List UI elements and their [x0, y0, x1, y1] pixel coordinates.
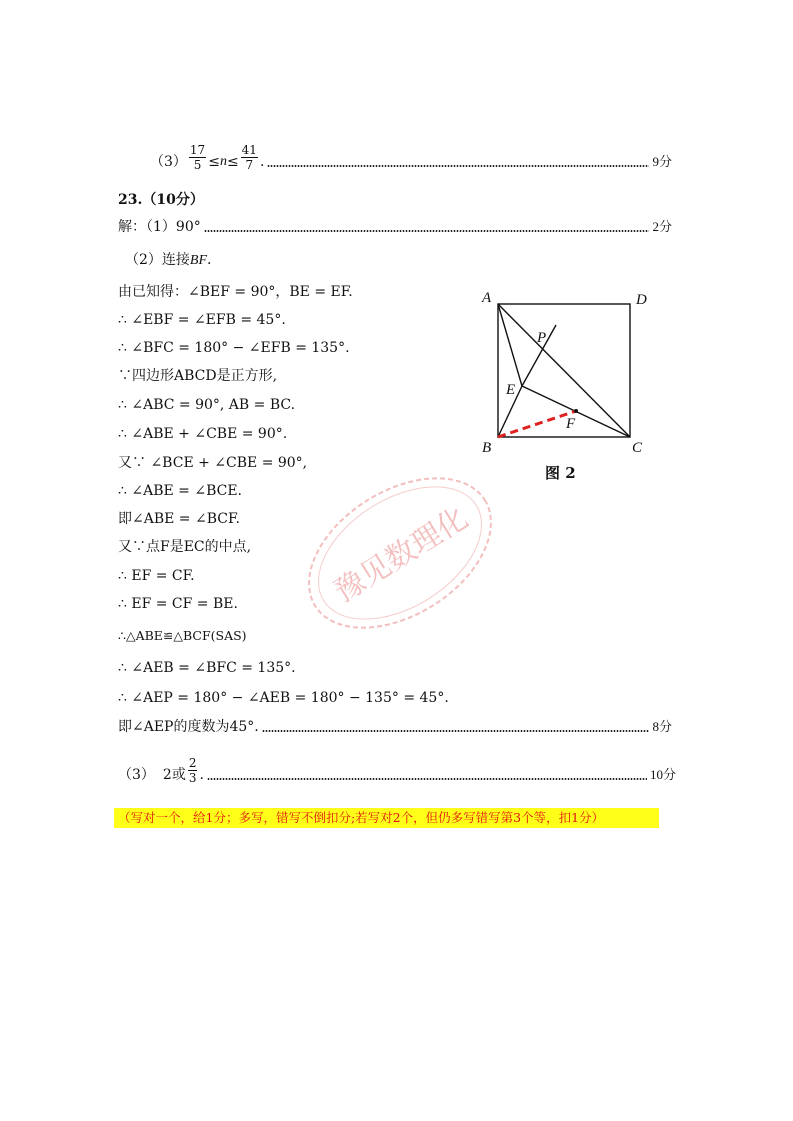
q23-part1-score: 2分 [652, 219, 672, 234]
q22-part3-score: 9分 [652, 154, 672, 169]
label-p: P [537, 330, 547, 346]
fraction-2-3: $\frac{2}{3}$ [188, 756, 197, 785]
dot-leader [204, 230, 650, 232]
proof-line-12: ∴ EF = CF = BE. [118, 596, 238, 612]
watermark-stamp [290, 468, 510, 638]
label-f: F [566, 416, 576, 432]
dot-leader [267, 165, 649, 167]
point-f [574, 409, 578, 413]
q23-part3-row: （3） 2或 $\frac{2}{3}$ . 10分 [118, 756, 676, 785]
proof-line-14: ∴ ∠AEB = ∠BFC = 135°. [118, 660, 296, 676]
proof-line-3: ∴ ∠BFC = 180° − ∠EFB = 135°. [118, 340, 350, 356]
geometry-figure [470, 282, 670, 492]
q23-title: 23.（10分） [118, 192, 204, 208]
label-d: D [636, 292, 647, 308]
label-a: A [482, 290, 492, 306]
proof-line-13: ∴△ABE≌△BCF(SAS) [118, 628, 247, 643]
scoring-note: （写对一个，给1分；多写，错写不倒扣分;若写对2个，但仍多写错写第3个等，扣1分） [114, 808, 659, 828]
q22-part3-label: （3） [150, 154, 187, 170]
proof-line-1: 由已知得：∠BEF = 90°，BE = EF. [118, 284, 353, 300]
proof-line-8: ∴ ∠ABE = ∠BCE. [118, 483, 242, 499]
q23-part3-score: 10分 [649, 767, 676, 782]
proof-line-11: ∴ EF = CF. [118, 568, 195, 584]
proof-line-10: 又∵点F是EC的中点, [118, 539, 252, 555]
label-b: B [482, 440, 492, 456]
dot-leader [262, 730, 650, 732]
proof-line-4: ∵四边形ABCD是正方形, [118, 368, 278, 384]
figure-caption: 图 2 [545, 464, 576, 482]
proof-line-2: ∴ ∠EBF = ∠EFB = 45°. [118, 312, 286, 328]
q23-part2-final: 即∠AEP的度数为45°. [118, 719, 259, 735]
q22-part3-row: （3） $\frac{17}{5}$ ≤ n ≤ $\frac{41}{7}$ . 9分 [150, 143, 672, 172]
dot-leader [207, 778, 647, 780]
label-e: E [506, 382, 516, 398]
fraction-17-5: $\frac{17}{5}$ [189, 143, 206, 172]
proof-line-5: ∴ ∠ABC = 90°, AB = BC. [118, 397, 296, 413]
fraction-41-7: $\frac{41}{7}$ [241, 143, 257, 172]
proof-line-6: ∴ ∠ABE + ∠CBE = 90°. [118, 426, 288, 442]
proof-line-7: 又∵ ∠BCE + ∠CBE = 90°, [118, 455, 308, 471]
label-c: C [632, 440, 643, 456]
proof-line-15: ∴ ∠AEP = 180° − ∠AEB = 180° − 135° = 45°. [118, 690, 449, 706]
segment-bf-dashed [498, 411, 576, 437]
q23-part1-row [118, 217, 672, 237]
proof-line-9: 即∠ABE = ∠BCF. [118, 511, 240, 527]
q23-part2-score: 8分 [652, 719, 672, 734]
watermark-text: 豫见数理化 [328, 500, 475, 610]
q23-part2-heading: （2）连接BF. [125, 252, 212, 268]
q23-part2-final-row [118, 717, 672, 737]
q23-part1-text: 解：（1）90° [118, 219, 201, 235]
